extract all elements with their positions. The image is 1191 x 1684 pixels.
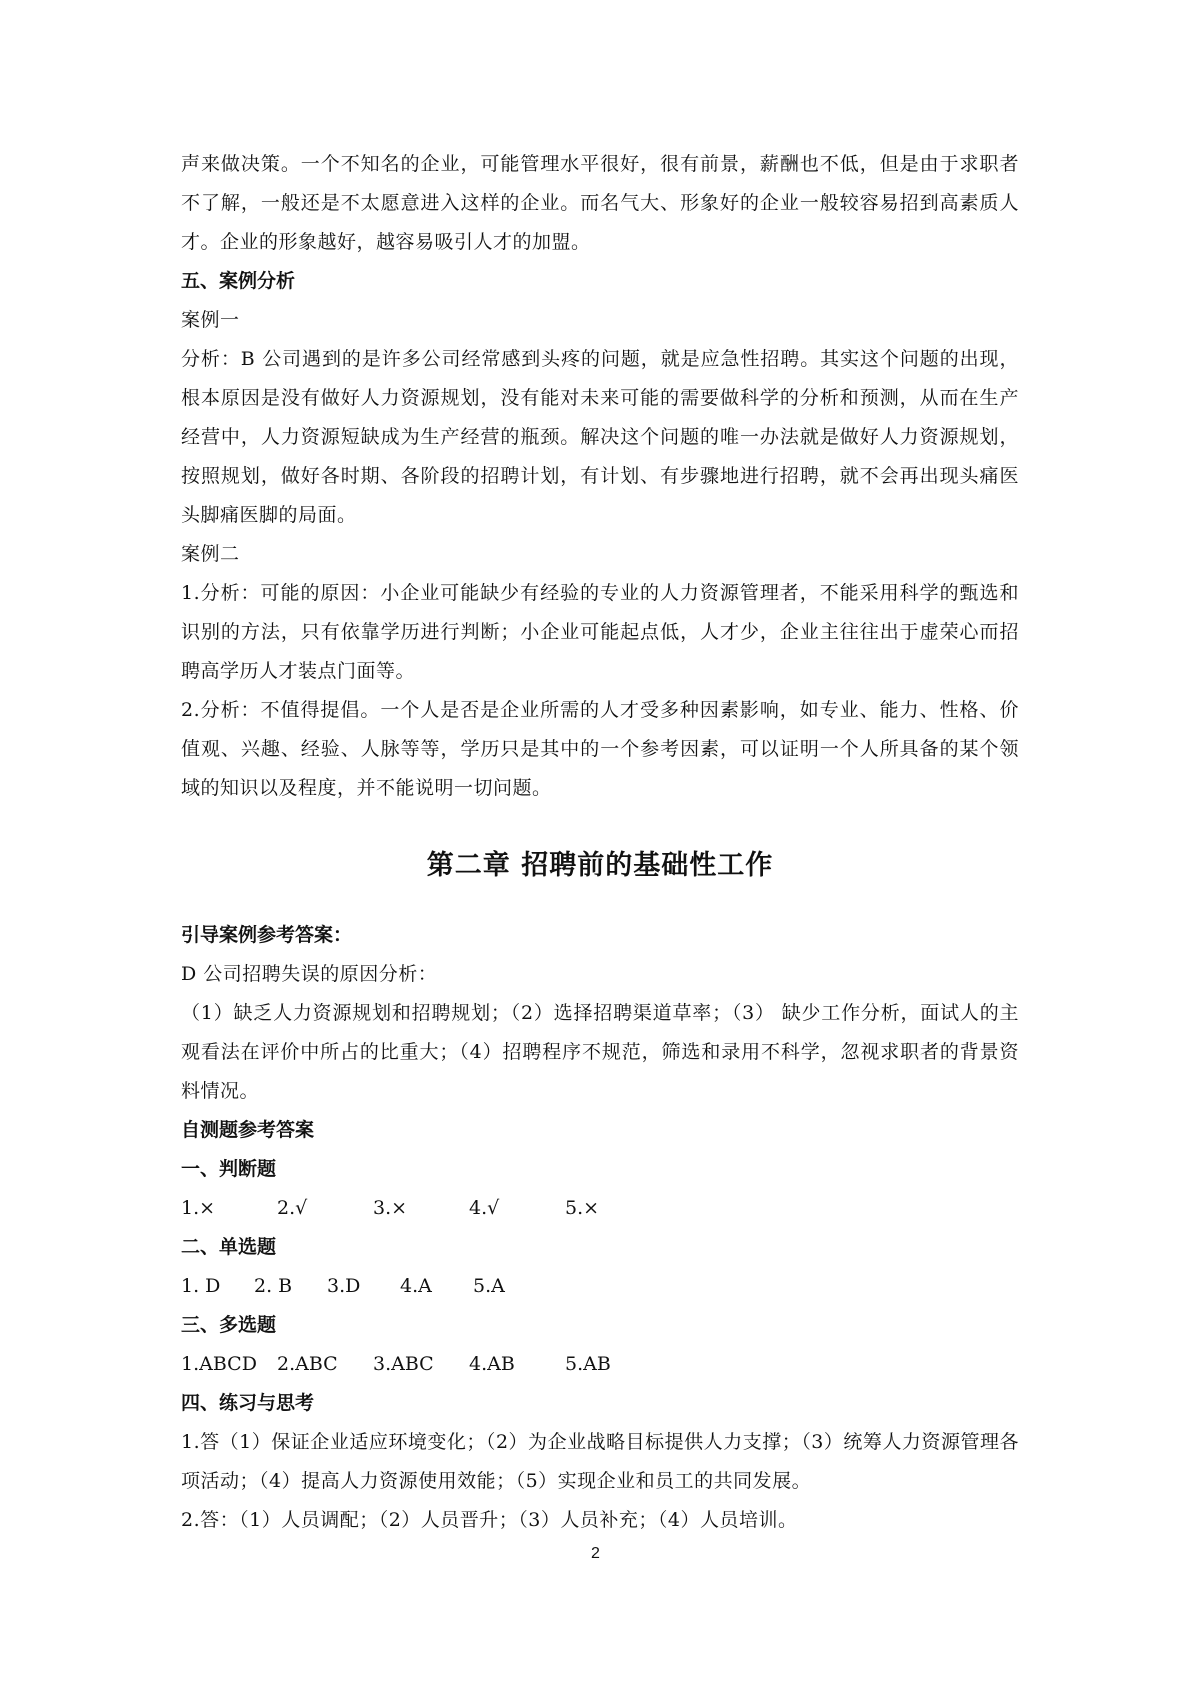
single-choice-answers xyxy=(181,1267,1019,1306)
answer-item: 3.× xyxy=(373,1197,408,1219)
guide-case-subtitle: D 公司招聘失误的原因分析： xyxy=(181,963,438,985)
guide-case-heading: 引导案例参考答案： xyxy=(181,924,353,946)
self-test-heading: 自测题参考答案 xyxy=(181,1119,315,1141)
case1-text: 分析：B 公司遇到的是许多公司经常感到头疼的问题，就是应急性招聘。其实这个问题的出现，根本原因是没有做好人力资源规划，没有能对未来可能的需要做科学的分析和预测，从而在生产经营中，人力资源短缺成为生产经营的瓶颈。解决这个问题的唯一办法就是做好人力资源规划，按照规划，做好各时期、各阶段的招聘计划，有计划、有步骤地进行招聘，就不会再出现头痛医头脚痛医脚的局面。 xyxy=(181,348,1019,526)
case1-label: 案例一 xyxy=(181,309,240,331)
answer-item: 4.√ xyxy=(469,1197,500,1219)
answer-item: 2. B xyxy=(254,1275,293,1297)
answer-item: 5.A xyxy=(473,1275,505,1297)
answer-item: 1.ABCD xyxy=(181,1353,257,1375)
answer-item: 5.× xyxy=(565,1197,600,1219)
case-analysis-heading: 五、案例分析 xyxy=(181,270,296,292)
intro-paragraph: 声来做决策。一个不知名的企业，可能管理水平很好，很有前景，薪酬也不低，但是由于求职者不了解，一般还是不太愿意进入这样的企业。而名气大、形象好的企业一般较容易招到高素质人才。企业的形象越好，越容易吸引人才的加盟。 xyxy=(181,153,1019,253)
answer-item: 2.ABC xyxy=(277,1353,338,1375)
multi-choice-answers xyxy=(181,1345,1019,1384)
practice-heading: 四、练习与思考 xyxy=(181,1392,315,1414)
true-false-answers xyxy=(181,1189,1019,1228)
multi-choice-heading: 三、多选题 xyxy=(181,1314,277,1336)
answer-item: 4.AB xyxy=(469,1353,515,1375)
answer-item: 2.√ xyxy=(277,1197,308,1219)
answer-item: 4.A xyxy=(400,1275,432,1297)
single-choice-heading: 二、单选题 xyxy=(181,1236,277,1258)
answer-item: 5.AB xyxy=(565,1353,611,1375)
true-false-heading: 一、判断题 xyxy=(181,1158,277,1180)
answer-item: 3.D xyxy=(327,1275,361,1297)
page-content xyxy=(181,145,1019,1540)
practice-answer-1: 1.答（1）保证企业适应环境变化；（2）为企业战略目标提供人力支撑；（3）统筹人力资源管理各项活动；（4）提高人力资源使用效能；（5）实现企业和员工的共同发展。 xyxy=(181,1431,1019,1492)
answer-item: 1. D xyxy=(181,1275,221,1297)
answer-item: 1.× xyxy=(181,1197,216,1219)
guide-case-text: （1）缺乏人力资源规划和招聘规划；（2）选择招聘渠道草率；（3） 缺少工作分析，面试人的主观看法在评价中所占的比重大；（4）招聘程序不规范，筛选和录用不科学，忽视求职者的背景资料情况。 xyxy=(181,1002,1019,1102)
answer-item: 3.ABC xyxy=(373,1353,434,1375)
chapter-title: 第二章 招聘前的基础性工作 xyxy=(426,850,774,881)
case2-item-1: 1.分析：可能的原因：小企业可能缺少有经验的专业的人力资源管理者，不能采用科学的甄选和识别的方法，只有依靠学历进行判断；小企业可能起点低，人才少，企业主往往出于虚荣心而招聘高学历人才装点门面等。 xyxy=(181,582,1019,682)
page-number: 2 xyxy=(591,1545,600,1562)
case2-label: 案例二 xyxy=(181,543,240,565)
case2-item-2: 2.分析：不值得提倡。一个人是否是企业所需的人才受多种因素影响，如专业、能力、性格、价值观、兴趣、经验、人脉等等，学历只是其中的一个参考因素，可以证明一个人所具备的某个领域的知识以及程度，并不能说明一切问题。 xyxy=(181,699,1019,799)
practice-answer-2: 2.答：（1）人员调配；（2）人员晋升；（3）人员补充；（4）人员培训。 xyxy=(181,1509,798,1531)
